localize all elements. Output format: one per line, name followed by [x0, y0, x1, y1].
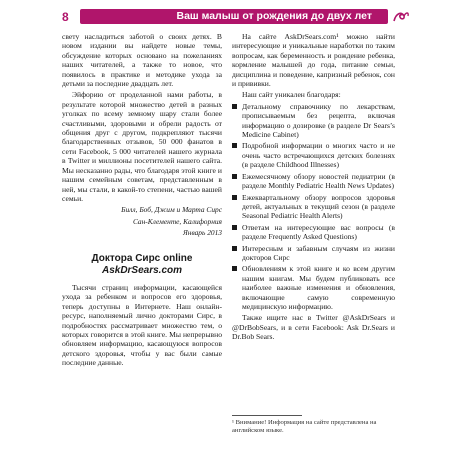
- list-item-text: Обновлениям к этой книге и ко всем другим нашим книгам. Мы будем публиковать все наиболее важные изменения и обновления, включающие самую современную медицинскую информацию.: [242, 264, 395, 311]
- floral-swirl-icon: [392, 9, 410, 24]
- right-column: [232, 32, 395, 344]
- bullet-square-icon: [232, 246, 237, 251]
- section-heading: Доктора Сирс online: [91, 252, 193, 264]
- closing-paragraph: Также ищите нас в Twitter @AskDrSears и @DrBobSears, и в сети Facebook: Ask Dr.Sears и Dr.Bob Sears.: [232, 313, 395, 342]
- bullet-square-icon: [232, 174, 237, 179]
- list-item-text: Ответам на интересующие вас вопросы (в разделе Frequently Asked Questions): [242, 222, 395, 242]
- bullet-square-icon: [232, 225, 237, 230]
- signature-date: Январь 2013: [182, 227, 222, 237]
- list-item: [232, 223, 395, 242]
- unique-label: Наш сайт уникален благодаря:: [242, 90, 341, 100]
- signature-names: Билл, Боб, Джим и Марта Сирс: [121, 205, 222, 215]
- section-paragraph: Тысячи страниц информации, касающейся ухода за ребенком и вопросов его здоровья, теперь доступны в Интернете. Наш онлайн-ресурс, наполняемый лично докторами Сирс, в подробностях рассматривает множество тем, о которых говорится в этой книге. Мы непрерывно обновляем информацию, касающуюся вопросов детского здоровья, чтобы у вас были самые последние данные.: [62, 282, 222, 368]
- left-column: [62, 32, 222, 370]
- bullet-square-icon: [232, 266, 237, 271]
- list-item-text: Интересным и забавным случаям из жизни докторов Сирс: [242, 243, 395, 262]
- bullet-square-icon: [232, 195, 237, 200]
- page-number: 8: [62, 10, 69, 24]
- bullet-square-icon: [232, 104, 237, 109]
- list-item: [232, 102, 395, 140]
- website-intro: На сайте AskDrSears.com¹ можно найти интересующие и уникальные наработки по таким вопросам, как беременность и рождение ребенка, кормление малышей до года, питание семьи, дисциплина и поведение, капризный ребенок, сон и прививки.: [232, 32, 395, 89]
- intro-paragraph-1: свету насладиться заботой о своих детях. В новом издании вы найдете новые темы, обсуждение которых основано на пожеланиях наших читателей, а также то новое, что появилось в практике и методике ухода за детьми за последние двадцать лет.: [62, 32, 222, 89]
- running-header-bar: [80, 9, 388, 24]
- list-item-text: Ежеквартальному обзору вопросов здоровья детей, актуальных в текущий сезон (в разделе Seasonal Pediatric Health Alerts): [242, 192, 395, 221]
- list-item-text: Ежемесячному обзору новостей педиатрии (в разделе Monthly Pediatric Health News Updates): [242, 171, 395, 191]
- bullet-square-icon: [232, 143, 237, 148]
- list-item: [232, 193, 395, 221]
- intro-paragraph-2: Эйфорию от проделанной нами работы, в результате которой множество детей в разных уголках по всему земному шару стали более счастливыми, здоровыми и обрели радость от общения друг с другом, подкрепляют тысячи благодарственных отзывов, 50 000 фанатов в сети Facebook, 5 000 читателей нашего журнала в Twitter и миллионы посетителей нашего сайта. Мы несказанно рады, что благодаря этой книге и нашим семейным советам, представленным в ней, мы стали, в какой-то степени, частью вашей семьи.: [62, 90, 222, 203]
- footnote: ¹ Внимание! Информация на сайте представлена на английском языке.: [232, 419, 377, 434]
- features-list: [232, 102, 395, 312]
- list-item: [232, 264, 395, 311]
- footnote-divider: [232, 415, 302, 416]
- list-item: [232, 244, 395, 263]
- list-item: [232, 172, 395, 191]
- signature-place: Сан-Клементе, Калифорния: [132, 216, 222, 226]
- running-header-title: Ваш малыш от рождения до двух лет: [176, 10, 372, 22]
- list-item-text: Подробной информации о многих часто и не очень часто встречающихся детских болезнях (в разделе Childhood Illnesses): [242, 141, 395, 170]
- list-item-text: Детальному справочнику по лекарствам, прописываемым без рецепта, включая информацию о дозировке (в разделе Dr Sears’s Medicine Cabinet): [242, 101, 395, 140]
- section-subheading: AskDrSears.com: [101, 264, 183, 276]
- list-item: [232, 141, 395, 169]
